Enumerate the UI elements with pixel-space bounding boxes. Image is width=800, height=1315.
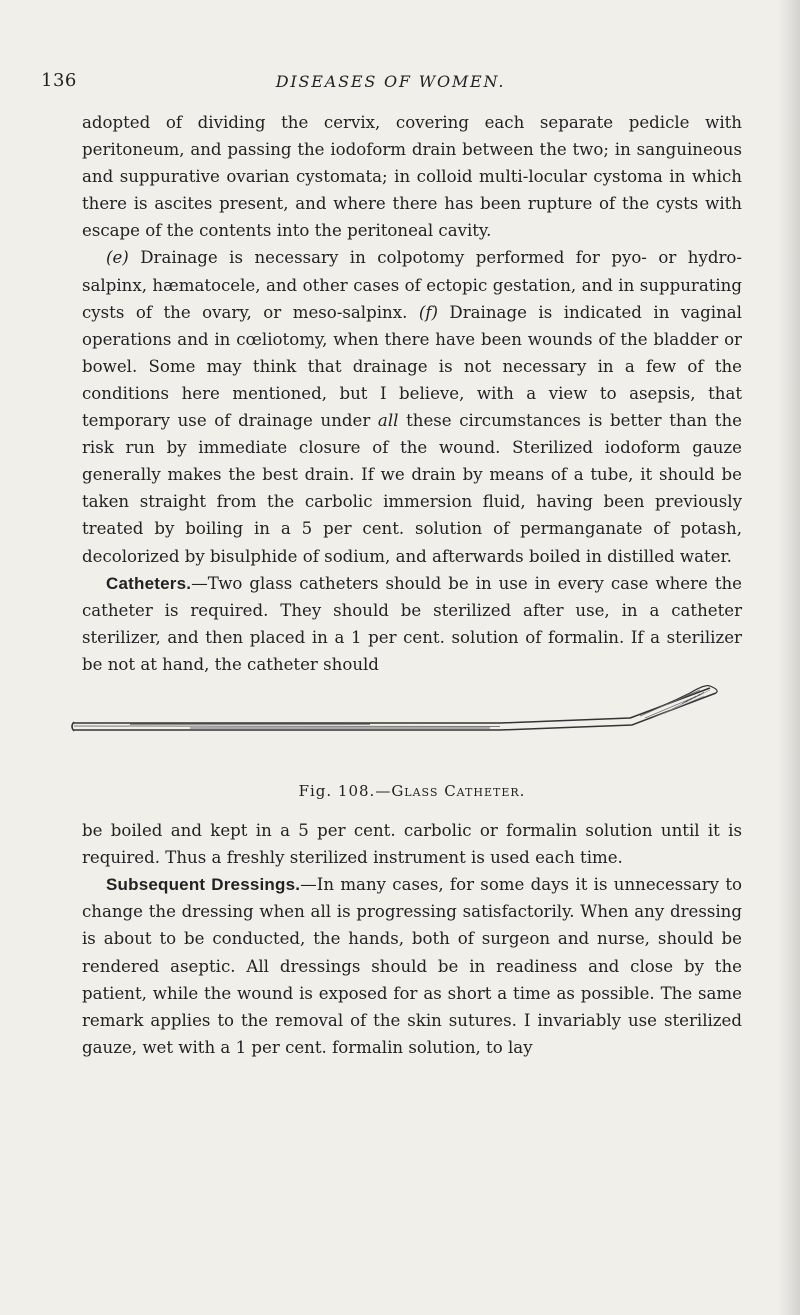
paragraph-boiled	[82, 817, 742, 871]
paragraph-drainage-cases	[82, 109, 742, 244]
section-heading-subsequent-dressings: Subsequent Dressings.	[106, 875, 301, 895]
figure-caption	[82, 778, 742, 805]
figure-glass-catheter	[70, 678, 742, 770]
glass-catheter-illustration	[70, 678, 750, 770]
list-label-f: (f)	[418, 302, 438, 322]
paragraph-catheters	[82, 570, 742, 678]
paragraph-text: —Two glass catheters should be in use in every case where the catheter is required. They should be sterilized after use, in a catheter sterilizer, and then placed in a 1 per cent. solution of formalin. If a sterilizer be not at hand, the catheter should	[82, 573, 742, 674]
running-title: DISEASES OF WOMEN.	[275, 72, 506, 91]
paragraph-drainage-colpotomy	[82, 244, 742, 569]
paragraph-text: be boiled and kept in a 5 per cent. carbolic or formalin solution until it is required. Thus a freshly sterilized instrument is used each time.	[82, 821, 742, 868]
list-label-e: (e)	[106, 248, 129, 268]
page-number: 136	[41, 70, 77, 91]
paragraph-text: Drainage is necessary in colpotomy performed for pyo- or hydro-salpinx, hæmatocele, and other cases of ectopic gestation, and in suppurating cysts of the ovary, or meso-salpinx.	[82, 248, 742, 322]
paragraph-text: —In many cases, for some days it is unnecessary to change the dressing when all is progressing satisfactorily. When any dressing is about to be conducted, the hands, both of surgeon and nurse, should be rendered aseptic. All dressings should be in readiness and close by the patient, while the wound is exposed for as short a time as possible. The same remark applies to the removal of the skin sutures. I invariably use sterilized gauze, wet with a 1 per cent. formalin solution, to lay	[82, 875, 742, 1057]
paragraph-subsequent-dressings	[82, 871, 742, 1061]
page-edge-shadow	[778, 0, 800, 1315]
emphasis-all: all	[377, 411, 399, 431]
figure-number: Fig. 108.	[298, 781, 376, 800]
figure-title: —Glass Catheter.	[375, 781, 526, 800]
page-body	[82, 109, 742, 1061]
paragraph-text: adopted of dividing the cervix, covering each separate pedicle with peritoneum, and passing the iodoform drain between the two; in sanguineous and suppurative ovarian cystomata; in colloid multi-locular cystoma in which there is ascites present, and where there has been rupture of the cysts with escape of the contents into the peritoneal cavity.	[82, 113, 742, 241]
page-header	[41, 70, 740, 104]
section-heading-catheters: Catheters.	[106, 573, 192, 593]
paragraph-text: Drainage is indicated in vaginal operations and in cœliotomy, when there have been wounds of the bladder or bowel. Some may think that drainage is not necessary in a few of the conditions here mentioned, but I believe, with a view to asepsis, that temporary use of drainage under	[82, 302, 742, 431]
paragraph-text: these circumstances is better than the risk run by immediate closure of the wound. Sterilized iodoform gauze generally makes the best drain. If we drain by means of a tube, it should be taken straight from the carbolic immersion fluid, having been previously treated by boiling in a 5 per cent. solution of permanganate of potash, decolorized by bisulphide of sodium, and afterwards boiled in distilled water.	[82, 411, 742, 566]
